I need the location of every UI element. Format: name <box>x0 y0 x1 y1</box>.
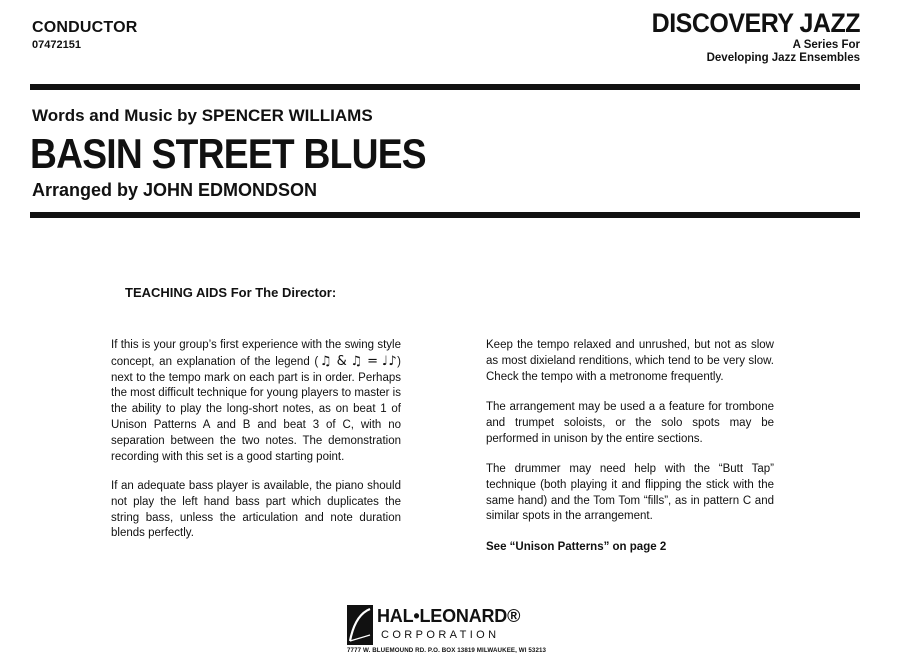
part-label: CONDUCTOR <box>32 19 138 36</box>
unison-patterns-note: See “Unison Patterns” on page 2 <box>486 541 667 553</box>
catalog-number: 07472151 <box>32 39 81 51</box>
publisher-name: HAL•LEONARD® <box>377 606 521 626</box>
arranger-credit: Arranged by JOHN EDMONDSON <box>32 180 318 200</box>
series-subtitle-line1: A Series For <box>792 39 860 51</box>
publisher-corporation: CORPORATION <box>381 629 500 641</box>
paragraph-tempo: Keep the tempo relaxed and unrushed, but not as slow as most dixieland renditions, which tend to be very slow. Check the tempo with a metronome frequently. <box>486 339 774 383</box>
composer-credit: Words and Music by SPENCER WILLIAMS <box>32 106 373 125</box>
paragraph-text: ) next to the tempo mark on each part is in order. Perhaps the most difficult technique for young players to master is the ability to play the long-short notes, as on beat 1 of Unison Patterns A and B and beat 3 of C, with no separation between the two notes. The demonstration recording with this set is a good starting point. <box>111 355 401 463</box>
hal-leonard-emblem-icon <box>347 605 373 645</box>
top-rule <box>30 84 860 90</box>
publisher-address: 7777 W. BLUEMOUND RD. P.O. BOX 13819 MILWAUKEE, WI 53213 <box>347 647 547 654</box>
paragraph-soloists: The arrangement may be used a a feature for trombone and trumpet soloists, or the solo spots may be performed in unison by the entire sections. <box>486 401 774 445</box>
middle-rule <box>30 212 860 218</box>
paragraph-drummer: The drummer may need help with the “Butt Tap” technique (both playing it and flipping the stick with the same hand) and the Tom Tom “fills”, as in pattern C and similar spots in the arrangement. <box>486 463 774 523</box>
paragraph-swing-concept <box>111 338 401 465</box>
song-title: BASIN STREET BLUES <box>30 131 426 178</box>
teaching-aids-heading: TEACHING AIDS For The Director: <box>125 285 337 300</box>
paragraph-bass-piano: If an adequate bass player is available, the piano should not play the left hand bass part which duplicates the string bass, unless the articulation and note duration blends perfectly. <box>111 480 401 540</box>
paragraph-text: If this is your group’s first experience with the swing style concept, an explanation of the legend ( <box>111 339 401 368</box>
publisher-logo <box>347 605 557 657</box>
swing-legend-notes: ♫ & ♫ = ♩♪ <box>318 353 398 369</box>
series-subtitle-line2: Developing Jazz Ensembles <box>706 52 860 64</box>
series-title: DISCOVERY JAZZ <box>651 8 860 39</box>
